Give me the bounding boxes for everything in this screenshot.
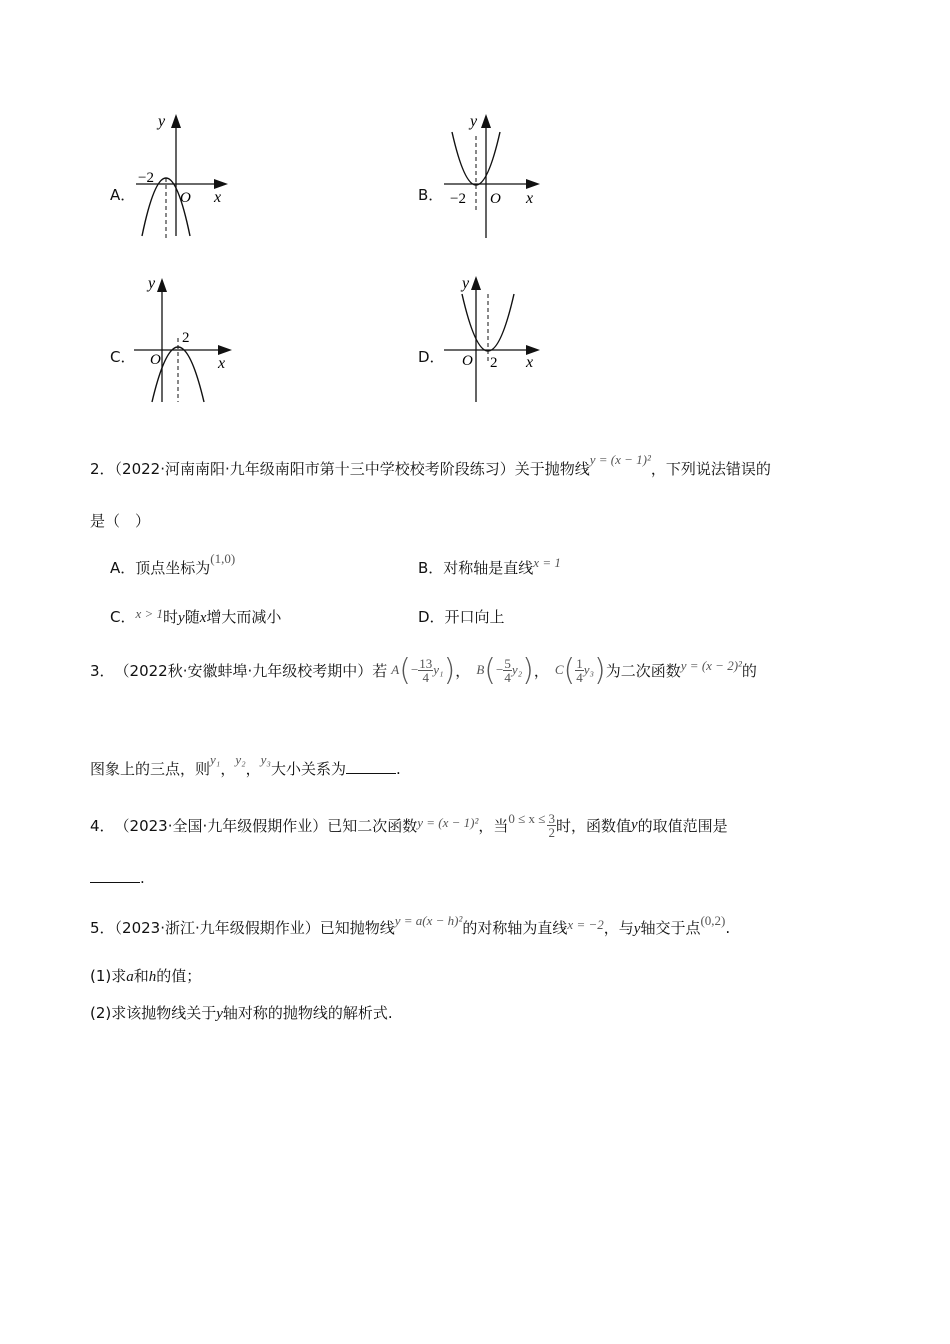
tick-label: 2 xyxy=(490,355,498,371)
q2-option-a xyxy=(110,551,236,578)
x-label: x xyxy=(218,355,226,372)
q4-stem xyxy=(90,800,728,850)
option-b-label: B． xyxy=(418,186,444,204)
q2-option-c-y: y xyxy=(178,610,185,626)
q5-text-1: 的对称轴为直线 xyxy=(462,919,568,937)
q5-part-2 xyxy=(90,1002,393,1023)
q4-answer-line xyxy=(90,868,145,887)
q3-c-den: 4 xyxy=(576,669,583,685)
q5-text-3: 轴交于点 xyxy=(640,919,701,937)
q3-stem xyxy=(90,640,757,700)
q3-y1: y₁ xyxy=(210,752,221,767)
x-label: x xyxy=(526,354,534,371)
q3-b-num: 5 xyxy=(504,655,511,671)
q3-a-den: 4 xyxy=(422,669,430,685)
q5-period: . xyxy=(725,919,731,937)
y-label: y xyxy=(148,275,156,292)
q5-p2-y: y xyxy=(216,1006,223,1022)
q4-source: （2023·全国·九年级假期作业）已知二次函数 xyxy=(114,816,418,835)
q3-point-b-frac xyxy=(503,657,512,684)
origin-label: O xyxy=(180,190,191,206)
q3-point-c-frac xyxy=(575,657,584,684)
y-axis-arrow xyxy=(471,276,481,290)
y-label: y xyxy=(470,113,478,130)
q3-point-a-frac xyxy=(418,657,433,684)
q5-axis: x = −2 xyxy=(567,917,604,932)
q3-line2-text: 图象上的三点，则 xyxy=(90,760,211,778)
q3-comma-4: ， xyxy=(245,760,261,778)
q2-option-c-text3: 增大而减小 xyxy=(206,608,282,626)
q3-y2: y₂ xyxy=(235,752,246,767)
q2-source: （2022·河南南阳·九年级南阳市第十三中学校校考阶段练习）关于抛物线 xyxy=(114,460,590,478)
q4-number: 4． xyxy=(90,816,115,835)
q4-fraction xyxy=(547,812,556,839)
q2-formula: y = (x − 1)² xyxy=(589,452,651,467)
q3-number: 3． xyxy=(90,661,115,680)
q3-line2-text-b: 大小关系为 xyxy=(270,760,346,778)
q3-point-c-y: y₃ xyxy=(583,662,595,677)
q4-frac-den: 2 xyxy=(548,824,555,840)
option-d-label: D． xyxy=(418,348,445,366)
tick-label: −2 xyxy=(138,170,154,186)
q3-point-a-open: ( xyxy=(399,652,411,688)
q5-p1-var-a: a xyxy=(126,969,134,985)
q2-option-c-text2: 随 xyxy=(184,608,200,626)
origin-label: O xyxy=(150,352,161,368)
x-axis-arrow xyxy=(214,179,228,189)
q3-c-num: 1 xyxy=(576,655,583,671)
q2-option-c-text1: 时 xyxy=(163,608,179,626)
q4-text-2: 时，函数值 xyxy=(555,816,631,835)
x-axis-arrow xyxy=(218,345,232,355)
q3-point-a-close: ) xyxy=(443,652,456,688)
q3-point-c-close: ) xyxy=(594,652,606,688)
q3-b-den: 4 xyxy=(504,669,511,685)
tick-label: −2 xyxy=(450,191,466,207)
option-c-label: C． xyxy=(110,348,136,366)
q5-p1-var-h: h xyxy=(148,969,157,985)
q2-option-c-math: x > 1 xyxy=(135,606,164,621)
q5-formula: y = a(x − h)² xyxy=(394,913,463,928)
q2-tail: ，下列说法错误的 xyxy=(650,460,771,478)
q4-y: y xyxy=(630,816,638,833)
q2-stem xyxy=(90,452,771,479)
q3-point-c-open: ( xyxy=(563,652,576,688)
q4-period: . xyxy=(140,869,145,887)
q3-point-b-open: ( xyxy=(484,652,496,688)
q3-stem-line2 xyxy=(90,752,401,779)
q2-stem-line2: 是（ ） xyxy=(90,512,151,530)
q2-option-c-label: C． xyxy=(110,608,136,626)
q3-point-b-close: ) xyxy=(522,652,534,688)
q3-y3: y₃ xyxy=(260,752,271,767)
q3-minus-b: − xyxy=(495,662,504,677)
q5-text-2: ，与 xyxy=(603,919,634,937)
tick-label: 2 xyxy=(182,330,190,346)
q5-p1-text-b: 和 xyxy=(133,967,149,985)
y-label: y xyxy=(158,113,166,130)
origin-label: O xyxy=(462,353,473,369)
y-label: y xyxy=(462,275,470,292)
q4-text-3: 的取值范围是 xyxy=(637,816,728,835)
q3-point-a-y: y₁ xyxy=(433,662,444,677)
q3-minus-a: − xyxy=(410,662,419,677)
y-axis-arrow xyxy=(157,278,167,292)
origin-label: O xyxy=(490,191,501,207)
q5-point: (0,2) xyxy=(700,913,726,928)
q4-inequality: 0 ≤ x ≤ xyxy=(508,811,546,826)
q5-stem xyxy=(90,913,731,938)
q2-option-b-text: B．对称轴是直线 xyxy=(418,559,534,577)
q3-comma-2: ， xyxy=(533,661,549,680)
q5-p1-text-c: 的值； xyxy=(156,967,202,985)
q5-p2-text-a: (2)求该抛物线关于 xyxy=(90,1004,217,1022)
q4-answer-blank[interactable] xyxy=(90,868,140,883)
q3-point-b-name: B xyxy=(476,662,485,677)
y-axis-arrow xyxy=(481,114,491,128)
q2-option-a-math: (1,0) xyxy=(210,551,236,566)
q3-answer-blank[interactable] xyxy=(346,759,396,774)
option-d-graph xyxy=(440,268,544,404)
q3-source: （2022秋·安徽蚌埠·九年级校考期中）若 xyxy=(114,661,388,680)
q3-mid-text: 为二次函数 xyxy=(605,661,681,680)
q5-part-1 xyxy=(90,965,201,986)
y-axis-arrow xyxy=(171,114,181,128)
q3-a-num: 13 xyxy=(419,655,433,671)
q2-number: 2． xyxy=(90,460,115,478)
option-c-graph xyxy=(132,272,236,404)
q2-option-c-x: x xyxy=(199,610,207,626)
q2-option-d: D．开口向上 xyxy=(418,608,505,626)
q5-p2-text-b: 轴对称的抛物线的解析式. xyxy=(222,1004,393,1022)
q2-option-b xyxy=(418,557,561,578)
x-axis-arrow xyxy=(526,179,540,189)
q3-point-c-name: C xyxy=(554,662,564,677)
q3-comma-3: ， xyxy=(220,760,236,778)
q3-comma-1: ， xyxy=(455,661,471,680)
option-a-graph xyxy=(132,108,232,240)
q5-y: y xyxy=(633,921,641,937)
q2-option-a-text: A．顶点坐标为 xyxy=(110,559,211,577)
q4-formula: y = (x − 1)² xyxy=(417,815,479,830)
q3-period: . xyxy=(395,760,401,778)
x-label: x xyxy=(526,190,534,207)
q4-frac-num: 3 xyxy=(548,810,555,826)
q3-point-b-y: y₂ xyxy=(511,662,523,677)
option-a-label: A． xyxy=(110,186,136,204)
q3-tail: 的 xyxy=(741,661,757,680)
q5-number: 5． xyxy=(90,919,115,937)
q4-text-1: ，当 xyxy=(478,816,509,835)
q5-p1-text-a: (1)求 xyxy=(90,967,127,985)
q3-point-a-name: A xyxy=(391,662,400,677)
option-b-graph xyxy=(440,108,544,240)
q2-option-c xyxy=(110,606,281,627)
q2-option-b-math: x = 1 xyxy=(533,555,561,570)
x-label: x xyxy=(214,189,222,206)
q5-source: （2023·浙江·九年级假期作业）已知抛物线 xyxy=(114,919,395,937)
q3-formula: y = (x − 2)² xyxy=(680,658,742,673)
